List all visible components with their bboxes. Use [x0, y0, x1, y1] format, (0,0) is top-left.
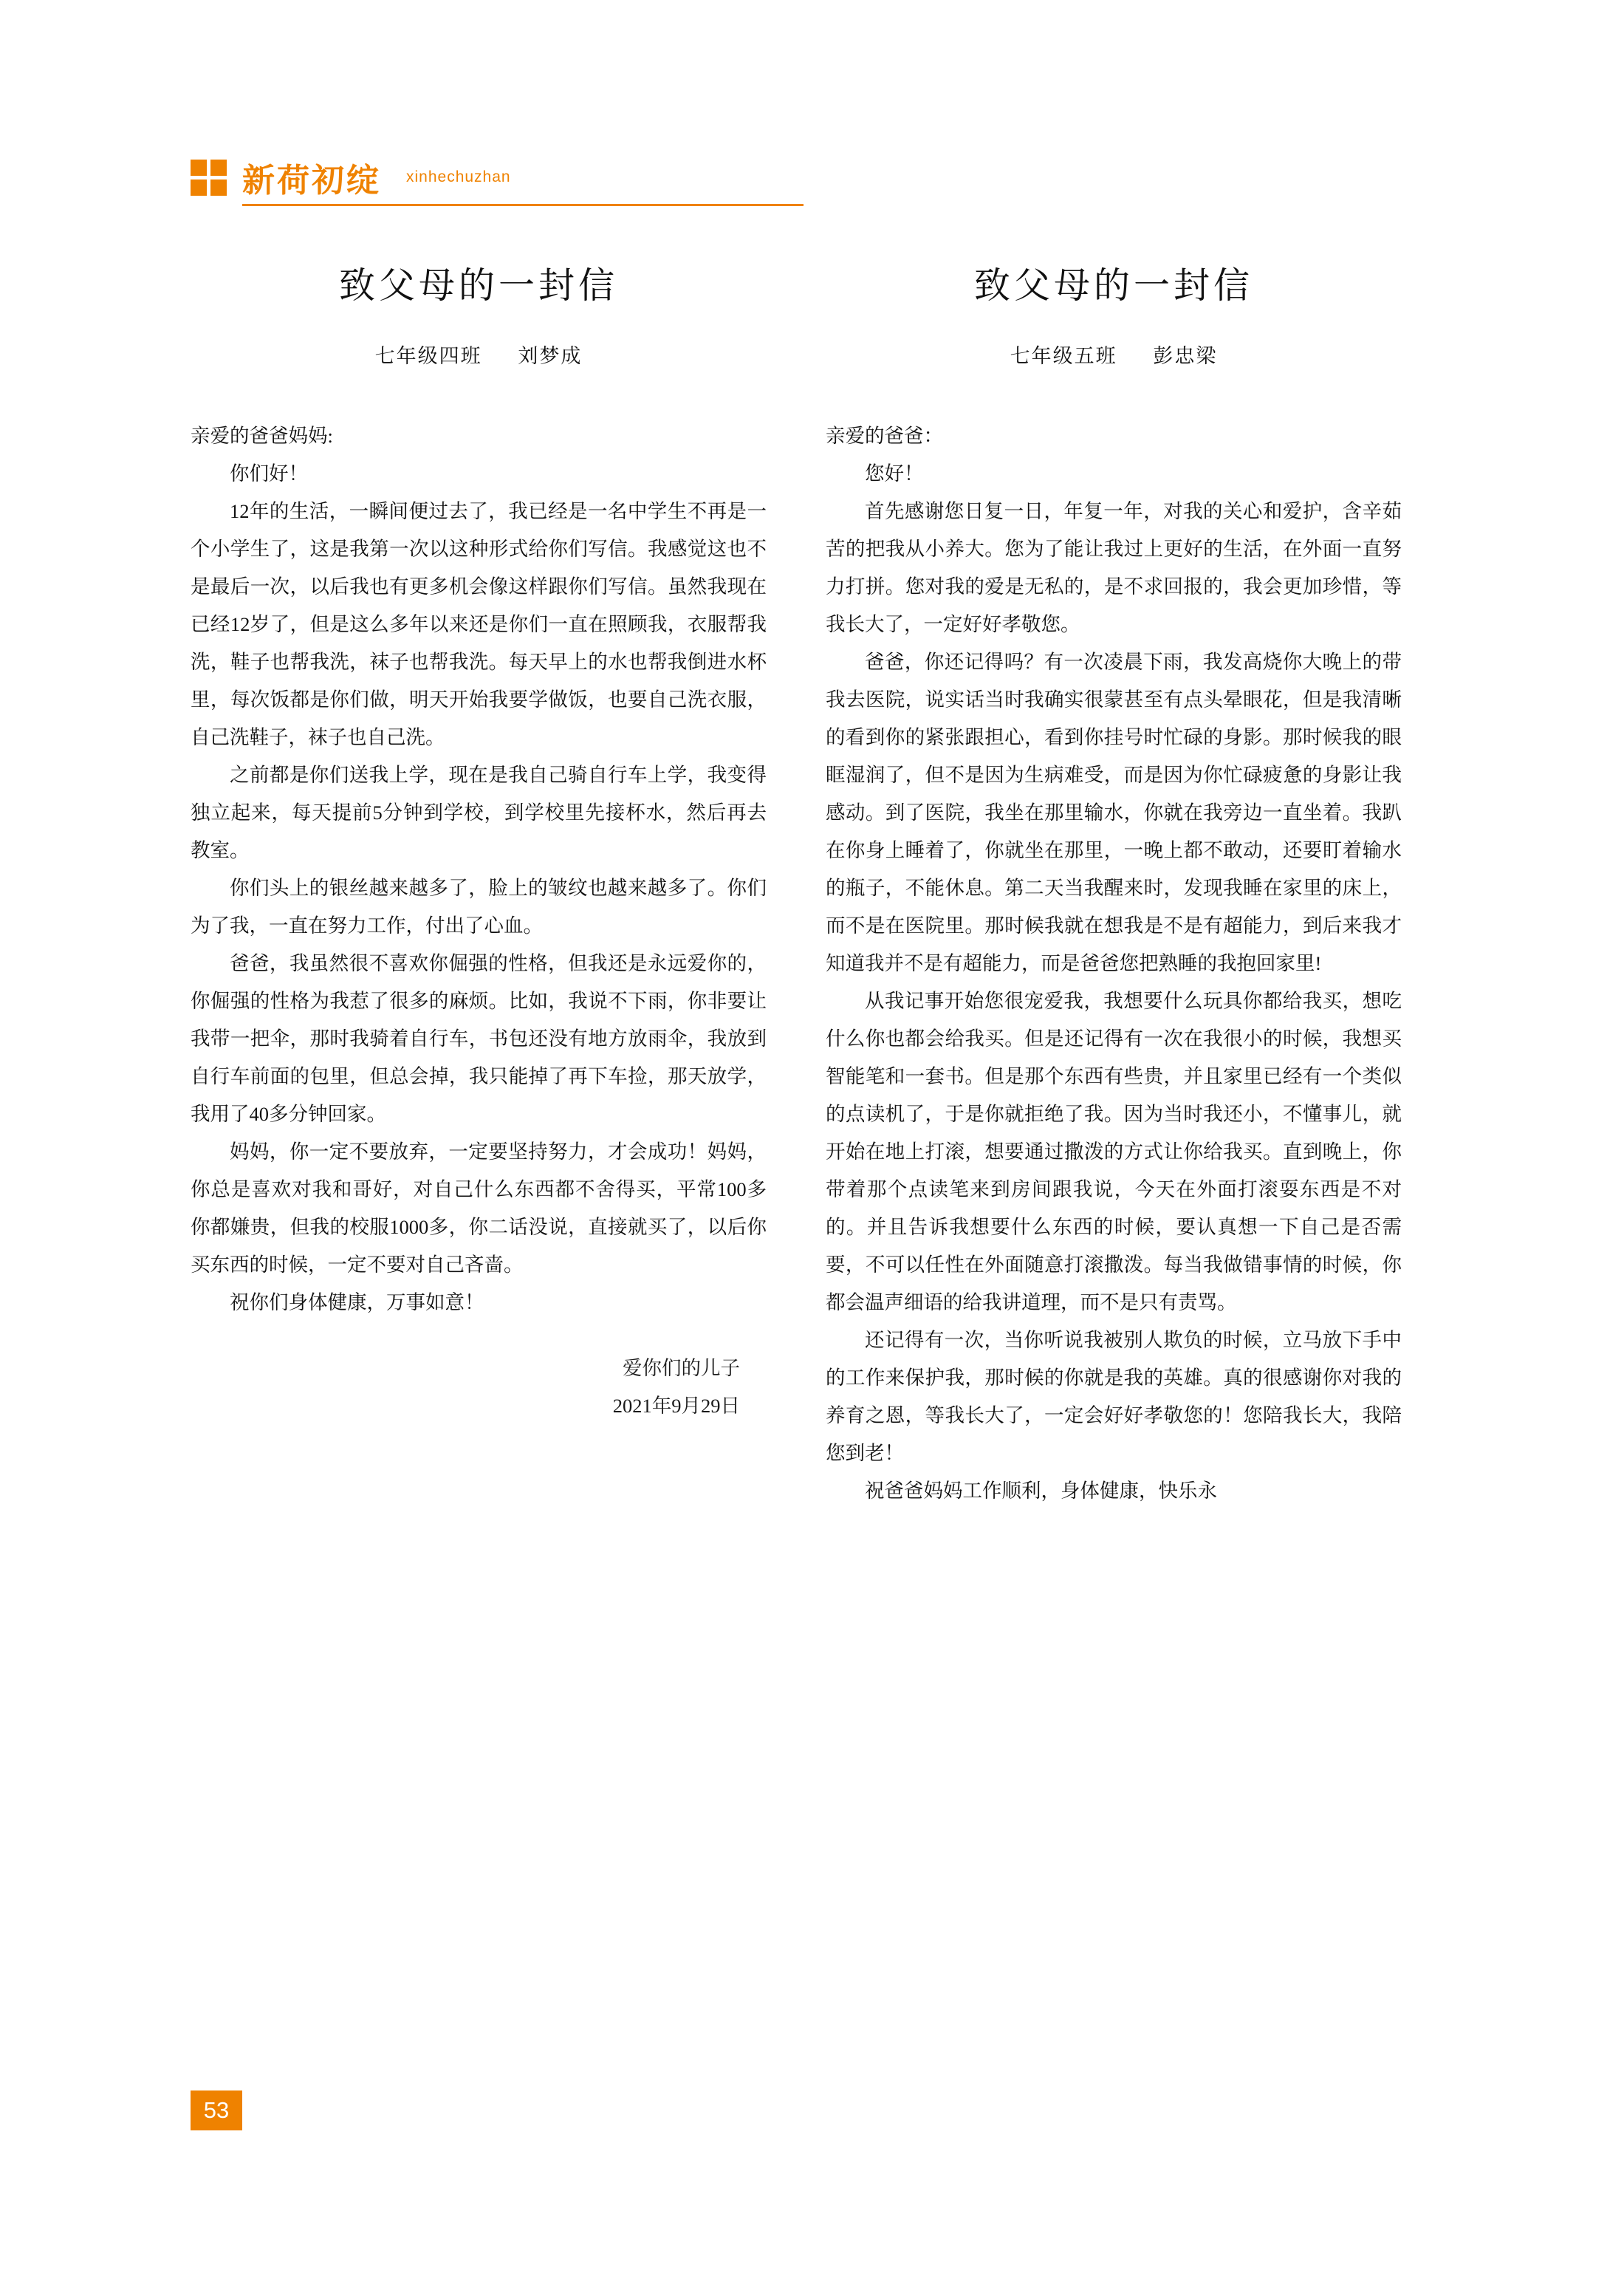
paragraph: 亲爱的爸爸妈妈:: [191, 425, 333, 447]
paragraph: 你们好！: [230, 462, 308, 485]
paragraph: 祝你们身体健康，万事如意！: [230, 1291, 484, 1313]
article-byline: [826, 340, 1402, 369]
byline-class: 七年级五班: [1010, 345, 1117, 367]
article-left: [191, 244, 767, 1425]
paragraph: 还记得有一次，当你听说我被别人欺负的时候，立马放下手中的工作来保护我，那时候的你就是我的英雄。真的很感谢你对我的养育之恩，等我长大了，一定会好好孝敬您的！您陪我长大，我陪您到老！: [826, 1329, 1402, 1464]
article-byline: [191, 340, 767, 369]
article-body: [826, 417, 1402, 1510]
byline-author: 彭忠梁: [1153, 345, 1218, 367]
paragraph: 祝爸爸妈妈工作顺利，身体健康，快乐永: [865, 1480, 1217, 1502]
paragraph: 12年的生活，一瞬间便过去了，我已经是一名中学生不再是一个小学生了，这是我第一次以这种形式给你们写信。我感觉这也不是最后一次，以后我也有更多机会像这样跟你们写信。虽然我现在已经12岁了，但是这么多年以来还是你们一直在照顾我，衣服帮我洗，鞋子也帮我洗，袜子也帮我洗。每天早上的水也帮我倒进水杯里，每次饭都是你们做，明天开始我要学做饭，也要自己洗衣服，自己洗鞋子，袜子也自己洗。: [191, 500, 767, 748]
paragraph: 您好！: [865, 462, 924, 485]
byline-author: 刘梦成: [518, 345, 583, 367]
paragraph: 你们头上的银丝越来越多了，脸上的皱纹也越来越多了。你们为了我，一直在努力工作，付出了心血。: [191, 877, 767, 937]
four-squares-icon: [191, 160, 227, 196]
paragraph: 亲爱的爸爸：: [826, 425, 943, 447]
signature-date: 2021年9月29日: [612, 1395, 740, 1417]
section-title: 新荷初绽: [242, 163, 381, 199]
article-title: 致父母的一封信: [338, 265, 618, 306]
article-signature: [191, 1350, 767, 1425]
page-number: 53: [191, 2090, 242, 2130]
section-header: [191, 146, 796, 213]
article-title: 致父母的一封信: [973, 265, 1253, 306]
paragraph: 爸爸，你还记得吗？有一次凌晨下雨，我发高烧你大晚上的带我去医院，说实话当时我确实很蒙甚至有点头晕眼花，但是我清晰的看到你的紧张跟担心，看到你挂号时忙碌的身影。那时候我的眼眶湿润了，但不是因为生病难受，而是因为你忙碌疲惫的身影让我感动。到了医院，我坐在那里输水，你就在我旁边一直坐着。我趴在你身上睡着了，你就坐在那里，一晚上都不敢动，还要盯着输水的瓶子，不能休息。第二天当我醒来时，发现我睡在家里的床上，而不是在医院里。那时候我就在想我是不是有超能力，到后来我才知道我并不是有超能力，而是爸爸您把熟睡的我抱回家里!: [826, 651, 1402, 974]
paragraph: 妈妈，你一定不要放弃，一定要坚持努力，才会成功！妈妈，你总是喜欢对我和哥好，对自己什么东西都不舍得买，平常100多你都嫌贵，但我的校服1000多，你二话没说，直接就买了，以后你买东西的时候，一定不要对自己吝啬。: [191, 1141, 767, 1276]
byline-class: 七年级四班: [374, 345, 482, 367]
paragraph: 首先感谢您日复一日，年复一年，对我的关心和爱护，含辛茹苦的把我从小养大。您为了能让我过上更好的生活，在外面一直努力打拼。您对我的爱是无私的，是不求回报的，我会更加珍惜，等我长大了，一定好好孝敬您。: [826, 500, 1402, 635]
section-title-pinyin: xinhechuzhan: [406, 168, 511, 185]
header-divider: [242, 204, 804, 206]
paragraph: 从我记事开始您很宠爱我，我想要什么玩具你都给我买，想吃什么你也都会给我买。但是还记得有一次在我很小的时候，我想买智能笔和一套书。但是那个东西有些贵，并且家里已经有一个类似的点读机了，于是你就拒绝了我。因为当时我还小，不懂事儿，就开始在地上打滚，想要通过撒泼的方式让你给我买。直到晚上，你带着那个点读笔来到房间跟我说，今天在外面打滚耍东西是不对的。并且告诉我想要什么东西的时候，要认真想一下自己是否需要，不可以任性在外面随意打滚撒泼。每当我做错事情的时候，你都会温声细语的给我讲道理，而不是只有责骂。: [826, 990, 1402, 1313]
signature-line: 爱你们的儿子: [623, 1357, 740, 1379]
paragraph: 之前都是你们送我上学，现在是我自己骑自行车上学，我变得独立起来，每天提前5分钟到学校，到学校里先接杯水，然后再去教室。: [191, 764, 767, 861]
paragraph: 爸爸，我虽然很不喜欢你倔强的性格，但我还是永远爱你的，你倔强的性格为我惹了很多的麻烦。比如，我说不下雨，你非要让我带一把伞，那时我骑着自行车，书包还没有地方放雨伞，我放到自行车前面的包里，但总会掉，我只能掉了再下车捡，那天放学，我用了40多分钟回家。: [191, 952, 767, 1125]
article-body: [191, 417, 767, 1322]
article-right: [826, 244, 1402, 1510]
